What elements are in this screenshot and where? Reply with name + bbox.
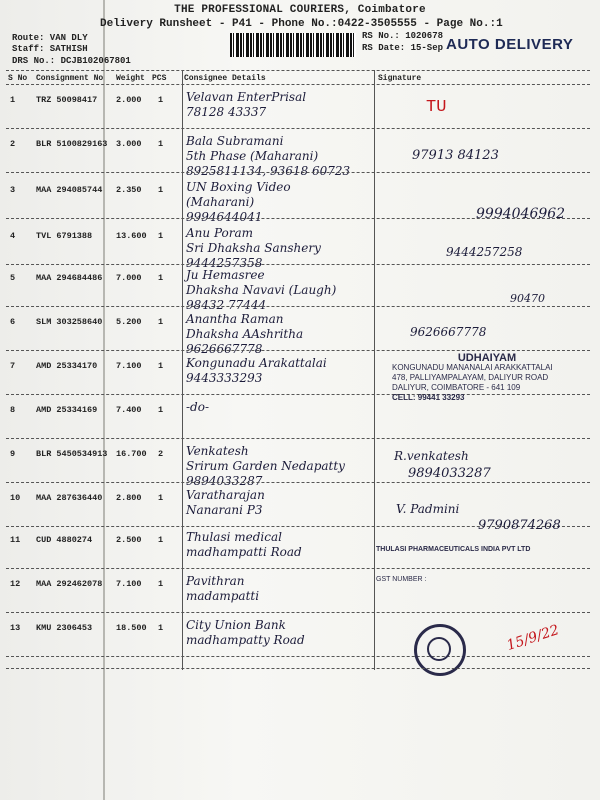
row-sno: 10 (10, 493, 21, 503)
row-sno: 8 (10, 405, 16, 415)
consignee-line: Dhaksha AAshritha (186, 327, 304, 341)
consignee-line: madampatti (186, 589, 260, 603)
consignee-line: Srirum Garden Nedapatty (186, 459, 345, 473)
row-consignment-no: AMD 25334169 (36, 405, 98, 415)
row-consignment-no: MAA 292462078 (36, 579, 103, 589)
row-consignment-no: BLR 5450534913 (36, 449, 108, 459)
signature-10-phone: 9790874268 (478, 518, 561, 533)
col-weight: Weight (116, 74, 145, 83)
row-separator (6, 612, 590, 613)
row-sno: 5 (10, 273, 16, 283)
row-consignment-no: BLR 5100829163 (36, 139, 108, 149)
consignee-line: 5th Phase (Maharani) (186, 149, 319, 163)
row-pcs: 1 (158, 361, 164, 371)
drs-number: DRS No.: DCJB102067801 (12, 56, 131, 66)
udhaiyam-line-1: KONGUNADU MANANALAI ARAKKATTALAI (392, 363, 553, 372)
row-sno: 3 (10, 185, 16, 195)
row-sno: 4 (10, 231, 16, 241)
consignee-line: Nanarani P3 (186, 503, 263, 517)
row-weight: 7.100 (116, 361, 142, 371)
barcode (230, 33, 356, 57)
binding-line (103, 0, 105, 800)
consignee-line: Anantha Raman (186, 312, 284, 326)
udhaiyam-line-3: DALIYUR, COIMBATORE - 641 109 (392, 383, 521, 392)
row-sno: 2 (10, 139, 16, 149)
col-sno: S No (8, 74, 28, 83)
signature-6: 9626667778 (410, 325, 487, 339)
row-separator (6, 656, 590, 657)
row-sno: 1 (10, 95, 16, 105)
row-weight: 18.500 (116, 623, 147, 633)
signature-1: TU (426, 98, 447, 117)
row-sno: 11 (10, 535, 21, 545)
thulasi-line-2: GST NUMBER : (376, 576, 427, 583)
row-weight: 13.600 (116, 231, 147, 241)
consignee-line: -do- (186, 400, 210, 414)
udhaiyam-line-2: 478, PALLIYAMPALAYAM, DALIYUR ROAD (392, 373, 549, 382)
consignee-line: Venkatesh (186, 444, 249, 458)
row-separator (6, 350, 590, 351)
consignee-line: Thulasi medical (186, 530, 282, 544)
row-pcs: 1 (158, 493, 164, 503)
auto-delivery-stamp: AUTO DELIVERY (446, 36, 574, 53)
col-pcs: PCS (152, 74, 167, 83)
consignee-line: 9443333293 (186, 371, 263, 385)
signature-9-name: R.venkatesh (394, 449, 469, 463)
row-separator (6, 172, 590, 173)
signature-2: 97913 84123 (412, 148, 499, 163)
header-top-rule (6, 70, 590, 71)
consignee-line: Bala Subramani (186, 134, 284, 148)
signature-10-name: V. Padmini (396, 502, 460, 516)
row-consignment-no: MAA 294085744 (36, 185, 103, 195)
row-consignment-no: AMD 25334170 (36, 361, 98, 371)
row-weight: 2.350 (116, 185, 142, 195)
row-pcs: 1 (158, 139, 164, 149)
header-bottom-rule (6, 84, 590, 85)
runsheet-subtitle: Delivery Runsheet - P41 - Phone No.:0422-3505555 - Page No.:1 (100, 18, 503, 30)
row-consignee (186, 400, 376, 415)
consignee-line: madhampatty Road (186, 633, 305, 647)
row-consignment-no: TVL 6791388 (36, 231, 93, 241)
row-weight: 2.000 (116, 95, 142, 105)
row-weight: 2.800 (116, 493, 142, 503)
thulasi-line-1: THULASI PHARMACEUTICALS INDIA PVT LTD (376, 546, 531, 553)
consignee-line: madhampatti Road (186, 545, 302, 559)
row-sno: 7 (10, 361, 16, 371)
row-consignee (186, 90, 376, 120)
staff-text: Staff: SATHISH (12, 44, 88, 54)
signature-4: 9444257258 (446, 245, 523, 259)
consignee-line: Anu Poram (186, 226, 254, 240)
udhaiyam-stamp (392, 353, 582, 403)
consignee-line: 78128 43337 (186, 105, 267, 119)
row-pcs: 1 (158, 623, 164, 633)
row-consignee (186, 356, 376, 386)
row-separator (6, 128, 590, 129)
consignee-line: 9994644041 (186, 210, 263, 224)
consignee-line: 8925811134, 93618 60723 (186, 164, 351, 178)
row-weight: 3.000 (116, 139, 142, 149)
table-end-rule (6, 668, 590, 669)
consignee-line: Sri Dhaksha Sanshery (186, 241, 321, 255)
signature-3: 9994046962 (476, 206, 566, 222)
row-consignment-no: TRZ 50098417 (36, 95, 98, 105)
row-pcs: 1 (158, 95, 164, 105)
row-separator (6, 306, 590, 307)
row-separator (6, 438, 590, 439)
row-consignee (186, 488, 376, 518)
consignee-line: 9626667778 (186, 342, 263, 356)
row-sno: 12 (10, 579, 21, 589)
row-consignment-no: KMU 2306453 (36, 623, 93, 633)
row-weight: 7.400 (116, 405, 142, 415)
row-pcs: 1 (158, 185, 164, 195)
consignee-line: 98432 77444 (186, 298, 267, 312)
rs-number: RS No.: 1020678 (362, 31, 444, 41)
rs-date: RS Date: 15-Sep (362, 43, 444, 53)
thulasi-stamp (376, 545, 586, 585)
row-sno: 13 (10, 623, 21, 633)
row-weight: 7.100 (116, 579, 142, 589)
col-signature: Signature (378, 74, 422, 83)
row-sno: 9 (10, 449, 16, 459)
row-consignment-no: SLM 303258640 (36, 317, 103, 327)
row-pcs: 1 (158, 405, 164, 415)
row-separator (6, 482, 590, 483)
consignee-line: Ju Hemasree (186, 268, 265, 282)
consignee-line: 9444257358 (186, 256, 263, 270)
consignee-line: Pavithran (186, 574, 245, 588)
row-consignment-no: MAA 294684486 (36, 273, 103, 283)
route-text: Route: VAN DLY (12, 33, 88, 43)
consignee-line: (Maharani) (186, 195, 255, 209)
udhaiyam-title: UDHAIYAM (457, 352, 517, 364)
row-pcs: 1 (158, 273, 164, 283)
col-consignment: Consignment No (36, 74, 104, 83)
row-pcs: 1 (158, 535, 164, 545)
row-pcs: 1 (158, 231, 164, 241)
row-consignee (186, 530, 376, 560)
udhaiyam-line-4: CELL: 99441 33293 (392, 393, 465, 402)
row-consignee (186, 618, 376, 648)
row-weight: 5.200 (116, 317, 142, 327)
signature-5: 90470 (510, 292, 545, 305)
company-title: THE PROFESSIONAL COURIERS, Coimbatore (174, 4, 426, 16)
consignee-line: Dhaksha Navavi (Laugh) (186, 283, 337, 297)
consignee-line: Kongunadu Arakattalai (186, 356, 327, 370)
row-pcs: 1 (158, 317, 164, 327)
row-separator (6, 264, 590, 265)
signature-9-phone: 9894033287 (408, 466, 491, 481)
row-pcs: 1 (158, 579, 164, 589)
consignee-divider (182, 70, 183, 670)
row-weight: 7.000 (116, 273, 142, 283)
row-consignment-no: MAA 287636440 (36, 493, 103, 503)
consignee-line: Varatharajan (186, 488, 265, 502)
consignee-line: City Union Bank (186, 618, 286, 632)
row-weight: 2.500 (116, 535, 142, 545)
consignee-line: Velavan EnterPrisal (186, 90, 307, 104)
consignee-line: UN Boxing Video (186, 180, 291, 194)
row-consignee (186, 574, 376, 604)
consignee-line: 9894033287 (186, 474, 263, 488)
row-consignment-no: CUD 4880274 (36, 535, 93, 545)
row-pcs: 2 (158, 449, 164, 459)
col-consignee: Consignee Details (184, 74, 266, 83)
signature-13-date: 15/9/22 (504, 622, 562, 654)
row-weight: 16.700 (116, 449, 147, 459)
row-sno: 6 (10, 317, 16, 327)
